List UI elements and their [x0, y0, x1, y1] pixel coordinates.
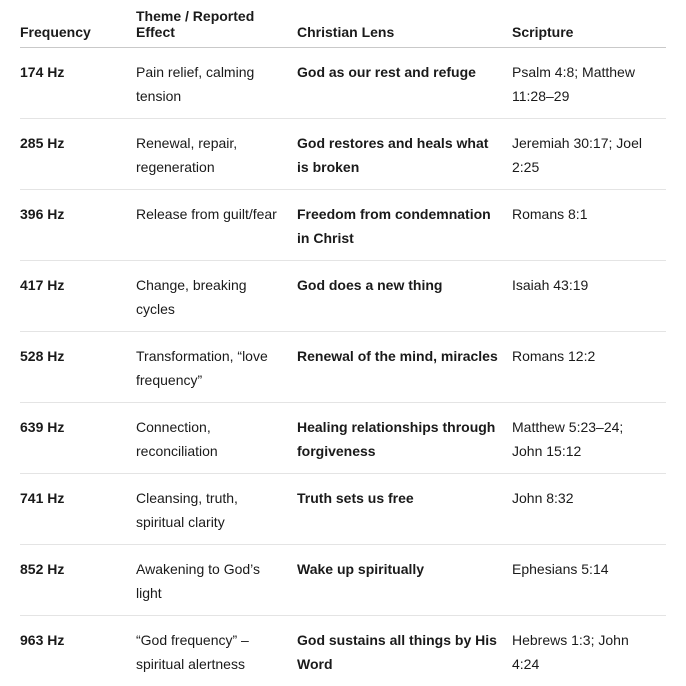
cell-christian-lens: Truth sets us free — [297, 474, 512, 545]
cell-christian-lens: God does a new thing — [297, 261, 512, 332]
cell-frequency: 852 Hz — [20, 545, 136, 616]
table-row — [20, 332, 666, 403]
cell-frequency: 396 Hz — [20, 190, 136, 261]
frequency-table — [20, 0, 666, 686]
header-frequency: Frequency — [20, 0, 136, 48]
cell-scripture: Isaiah 43:19 — [512, 261, 666, 332]
cell-frequency: 528 Hz — [20, 332, 136, 403]
cell-christian-lens: Renewal of the mind, miracles — [297, 332, 512, 403]
cell-theme: Release from guilt/fear — [136, 190, 297, 261]
cell-theme: Pain relief, calming tension — [136, 48, 297, 119]
cell-christian-lens: Freedom from condemnation in Christ — [297, 190, 512, 261]
cell-scripture: John 8:32 — [512, 474, 666, 545]
table-row — [20, 261, 666, 332]
header-scripture: Scripture — [512, 0, 666, 48]
cell-frequency: 639 Hz — [20, 403, 136, 474]
cell-frequency: 963 Hz — [20, 616, 136, 686]
frequency-table-container — [20, 0, 666, 686]
table-row — [20, 545, 666, 616]
table-row — [20, 403, 666, 474]
cell-frequency: 174 Hz — [20, 48, 136, 119]
cell-christian-lens: Healing relationships through forgiveness — [297, 403, 512, 474]
cell-theme: Change, breaking cycles — [136, 261, 297, 332]
header-christian-lens: Christian Lens — [297, 0, 512, 48]
cell-scripture: Romans 8:1 — [512, 190, 666, 261]
cell-theme: Transformation, “love frequency” — [136, 332, 297, 403]
cell-theme: Cleansing, truth, spiritual clarity — [136, 474, 297, 545]
header-theme: Theme / Reported Effect — [136, 0, 297, 48]
cell-frequency: 417 Hz — [20, 261, 136, 332]
cell-scripture: Matthew 5:23–24; John 15:12 — [512, 403, 666, 474]
table-row — [20, 190, 666, 261]
cell-theme: Connection, reconciliation — [136, 403, 297, 474]
cell-christian-lens: Wake up spiritually — [297, 545, 512, 616]
header-row — [20, 0, 666, 48]
cell-christian-lens: God sustains all things by His Word — [297, 616, 512, 686]
table-row — [20, 48, 666, 119]
cell-scripture: Romans 12:2 — [512, 332, 666, 403]
table-header — [20, 0, 666, 48]
table-row — [20, 119, 666, 190]
cell-scripture: Jeremiah 30:17; Joel 2:25 — [512, 119, 666, 190]
cell-theme: Awakening to God’s light — [136, 545, 297, 616]
cell-theme: Renewal, repair, regeneration — [136, 119, 297, 190]
cell-scripture: Psalm 4:8; Matthew 11:28–29 — [512, 48, 666, 119]
cell-christian-lens: God restores and heals what is broken — [297, 119, 512, 190]
table-row — [20, 474, 666, 545]
cell-christian-lens: God as our rest and refuge — [297, 48, 512, 119]
cell-scripture: Hebrews 1:3; John 4:24 — [512, 616, 666, 686]
table-body — [20, 48, 666, 686]
cell-frequency: 285 Hz — [20, 119, 136, 190]
cell-frequency: 741 Hz — [20, 474, 136, 545]
cell-theme: “God frequency” – spiritual alertness — [136, 616, 297, 686]
cell-scripture: Ephesians 5:14 — [512, 545, 666, 616]
table-row — [20, 616, 666, 686]
